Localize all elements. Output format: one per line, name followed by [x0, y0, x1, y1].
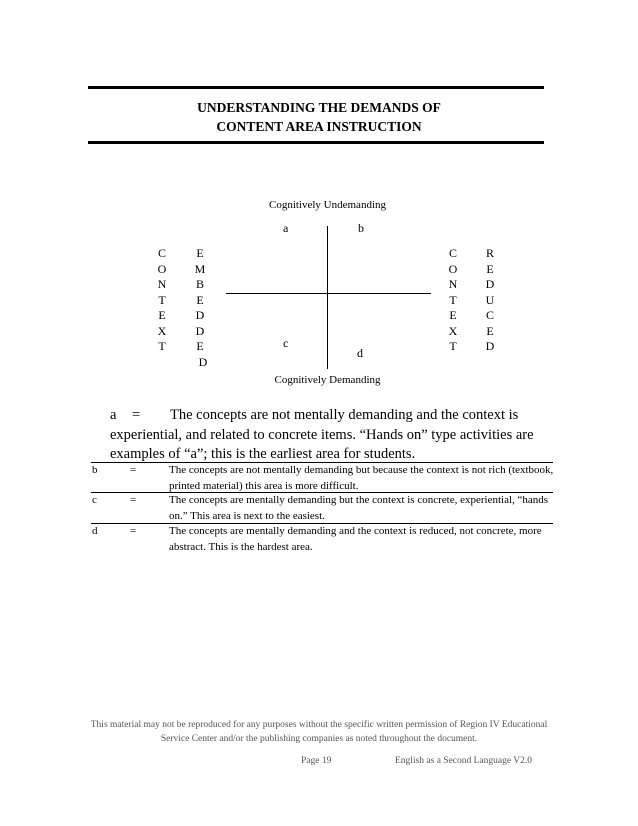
legend-equals: = — [130, 464, 137, 476]
legend-equals: = — [132, 407, 141, 423]
letter: T — [158, 292, 166, 307]
letter: C — [157, 246, 166, 260]
letter: O — [448, 261, 458, 276]
letter: E — [486, 323, 494, 338]
vertical-axis — [327, 226, 328, 369]
letter: T — [158, 339, 166, 353]
letter: R — [485, 246, 494, 260]
legend-equals: = — [130, 525, 137, 537]
letter: X — [157, 323, 167, 338]
legend-text: The concepts are mentally demanding and the context is reduced, not concrete, more abstract. This is the hardest area. — [169, 525, 542, 553]
legend-text: The concepts are mentally demanding but the context is concrete, experiential, “hands on.” This area is next to the easiest. — [169, 494, 549, 522]
quadrant-c-label: c — [283, 336, 289, 350]
axis-bottom-label: Cognitively Demanding — [274, 374, 381, 386]
quadrant-d-label: d — [357, 346, 363, 360]
header-rule-bottom — [88, 141, 544, 144]
letter: D — [195, 308, 205, 322]
legend-key: a — [110, 407, 117, 423]
letter: D — [195, 323, 205, 338]
header-rule-top — [88, 86, 544, 89]
letter: C — [485, 308, 494, 322]
letter: M — [194, 261, 206, 276]
letter: C — [448, 246, 457, 260]
copyright-line-1: This material may not be reproduced for any purposes without the specific written permission of Region IV Educational — [90, 720, 548, 730]
letter: O — [157, 261, 167, 276]
axis-top-label: Cognitively Undemanding — [268, 199, 386, 211]
legend-key: b — [92, 464, 98, 476]
letter: B — [195, 277, 204, 291]
letter: D — [485, 339, 495, 353]
page-title-line-1: UNDERSTANDING THE DEMANDS OF — [197, 100, 441, 115]
letter: T — [449, 339, 457, 353]
legend-key: d — [92, 525, 98, 537]
right-context-word — [446, 246, 460, 355]
letter: N — [157, 277, 167, 291]
copyright-line-2: Service Center and/or the publishing companies as noted throughout the document. — [160, 734, 478, 744]
legend-text: The concepts are not mentally demanding but because the context is not rich (textbook, printed material) this area is more difficult. — [169, 464, 554, 492]
legend-equals: = — [130, 494, 137, 506]
horizontal-axis — [226, 293, 431, 294]
quadrant-b-label: b — [358, 221, 364, 235]
legend-a — [110, 406, 550, 465]
legend-key: c — [92, 494, 97, 506]
letter: E — [158, 308, 166, 322]
right-reduced-word — [483, 246, 497, 355]
course-name: English as a Second Language V2.0 — [395, 756, 533, 766]
letter: E — [196, 292, 204, 307]
letter: U — [485, 292, 495, 307]
letter: N — [448, 277, 458, 291]
letter: X — [448, 323, 458, 338]
left-embedded-word — [193, 246, 210, 370]
left-context-word — [155, 246, 169, 355]
letter: D — [485, 277, 495, 291]
page-number: Page 19 — [301, 756, 332, 766]
letter: E — [196, 339, 204, 353]
letter: D — [198, 354, 208, 369]
letter: E — [196, 246, 204, 260]
letter: T — [449, 292, 457, 307]
letter: E — [486, 261, 494, 276]
page-title-line-2: CONTENT AREA INSTRUCTION — [216, 119, 422, 134]
quadrant-a-label: a — [283, 221, 289, 235]
legend-text: The concepts are not mentally demanding and the context is experiential, and related to concrete items. “Hands on” type activities are examples of “a”; this is the earliest area for students. — [110, 407, 534, 462]
letter: E — [449, 308, 457, 322]
